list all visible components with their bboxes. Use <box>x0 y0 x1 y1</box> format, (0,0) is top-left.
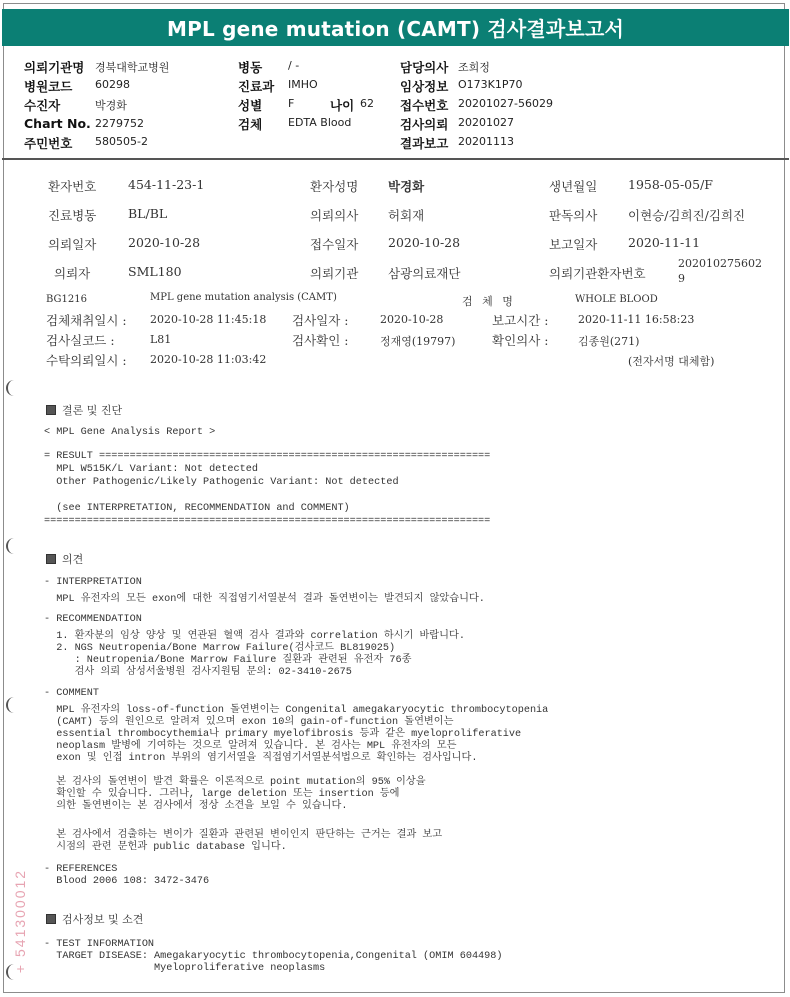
header-value-department: IMHO <box>288 78 318 91</box>
value-report-time: 2020-11-11 16:58:23 <box>578 313 695 326</box>
value-collection-time: 2020-10-28 11:45:18 <box>150 313 267 326</box>
label-patient-name: 환자성명 <box>310 179 359 194</box>
label-reading-doctor: 판독의사 <box>549 208 598 223</box>
recommendation-line: 검사 의뢰 삼성서울병원 검사지원팀 문의: 02-3410-2675 <box>44 667 352 678</box>
comment-line: 의한 돌연변이는 본 검사에서 정상 소견을 보일 수 있습니다. <box>44 801 348 812</box>
comment-line: exon 및 인접 intron 부위의 염기서열을 직접염기서열분석법으로 확인하는 검사입니다. <box>44 753 478 764</box>
comment-line: 확인할 수 있습니다. 그러나, large deletion 또는 insertion 등에 <box>44 789 400 800</box>
comment-line: - COMMENT <box>44 688 100 699</box>
header-value-clinical-info: O173K1P70 <box>458 78 523 91</box>
value-specimen-name: WHOLE BLOOD <box>575 294 658 305</box>
label-requesting-org: 의뢰기관 <box>310 266 359 281</box>
comment-line: 시점의 관련 문헌과 public database 입니다. <box>44 842 287 853</box>
header-value-chart-no: 2279752 <box>95 117 144 130</box>
recommendation-line: - RECOMMENDATION <box>44 614 142 625</box>
result-line: (see INTERPRETATION, RECOMMENDATION and COMMENT) <box>44 503 350 514</box>
value-lab-code: L81 <box>150 333 172 346</box>
value-patient-name: 박경화 <box>388 179 425 194</box>
section-square-icon <box>46 554 56 564</box>
result-line: ========================================================================= <box>44 516 491 527</box>
header-value-resident-no: 580505-2 <box>95 135 148 148</box>
header-label-patient: 수진자 <box>24 98 61 113</box>
section-conclusion-title: 결론 및 진단 <box>46 402 122 418</box>
report-header <box>0 0 790 160</box>
value-test-confirm: 정재영(19797) <box>380 335 456 348</box>
header-label-test-request: 검사의뢰 <box>400 117 449 132</box>
report-title: MPL gene mutation (CAMT) 검사결과보고서 <box>2 9 789 46</box>
punch-hole-mark <box>6 697 18 713</box>
value-receipt-date: 2020-10-28 <box>388 235 461 250</box>
recommendation-line: 1. 환자분의 임상 양상 및 연관된 혈액 검사 결과와 correlation 하시기 바랍니다. <box>44 631 465 642</box>
label-birth-date: 생년월일 <box>549 179 598 194</box>
header-value-receipt-no: 20201027-56029 <box>458 97 553 110</box>
references-line: Blood 2006 108: 3472-3476 <box>44 876 210 887</box>
comment-line: MPL 유전자의 loss-of-function 돌연변이는 Congenital amegakaryocytic thrombocytopenia <box>44 705 549 716</box>
value-org-patient-no: 202010275602 <box>678 257 762 270</box>
test-info-line: TARGET DISEASE: Amegakaryocytic thrombocytopenia,Congenital (OMIM 604498) <box>44 951 503 962</box>
label-lab-code: 검사실코드 : <box>46 333 115 348</box>
label-receipt-date: 접수일자 <box>310 237 359 252</box>
value-request-date: 2020-10-28 <box>128 235 201 250</box>
label-requester: 의뢰자 <box>54 266 91 281</box>
header-label-hospital-code: 병원코드 <box>24 79 73 94</box>
header-label-result-report: 결과보고 <box>400 136 449 151</box>
header-value-test-request: 20201027 <box>458 116 514 129</box>
comment-line: 본 검사에서 검출하는 변이가 질환과 관련된 변이인지 판단하는 근거는 결과 보고 <box>44 830 443 841</box>
value-birth-date: 1958-05-05/F <box>628 177 713 192</box>
header-value-sex: F <box>288 97 295 110</box>
punch-hole-mark <box>6 538 18 554</box>
label-confirm-doctor: 확인의사 : <box>492 333 549 348</box>
comment-line: neoplasm 발병에 기여하는 것으로 알려져 있습니다. 본 검사는 MPL 유전자의 모든 <box>44 741 457 752</box>
header-value-patient: 박경화 <box>95 99 127 112</box>
header-label-attending-doctor: 담당의사 <box>400 60 449 75</box>
label-collection-time: 검체채취일시 : <box>46 313 127 328</box>
header-label-specimen: 검체 <box>238 117 263 132</box>
interpretation-line: - INTERPRETATION <box>44 577 142 588</box>
punch-hole-mark <box>6 380 18 396</box>
value-org-patient-no-cont: 9 <box>678 272 685 285</box>
test-name: MPL gene mutation analysis (CAMT) <box>150 292 337 303</box>
header-label-clinical-info: 임상정보 <box>400 79 449 94</box>
value-consignment-time: 2020-10-28 11:03:42 <box>150 353 267 366</box>
header-value-hospital-code: 60298 <box>95 78 130 91</box>
label-test-date: 검사일자 : <box>292 313 349 328</box>
header-label-resident-no: 주민번호 <box>24 136 73 151</box>
result-line: Other Pathogenic/Likely Pathogenic Variant: Not detected <box>44 477 399 488</box>
header-value-attending-doctor: 조희정 <box>458 61 490 74</box>
section-square-icon <box>46 405 56 415</box>
test-info-line: Myeloproliferative neoplasms <box>44 963 326 974</box>
result-line: = RESULT ================================================================ <box>44 451 491 462</box>
header-divider <box>2 158 789 160</box>
value-confirm-doctor: 김종원(271) <box>578 335 640 348</box>
label-specimen-name: 검 체 명 <box>462 295 516 308</box>
header-label-receipt-no: 접수번호 <box>400 98 449 113</box>
header-label-age: 나이 <box>330 98 355 113</box>
value-report-date: 2020-11-11 <box>628 235 701 250</box>
header-value-age: 62 <box>360 97 374 110</box>
label-requesting-doctor: 의뢰의사 <box>310 208 359 223</box>
value-requesting-org: 삼광의료재단 <box>388 266 461 281</box>
scanned-report <box>0 164 790 997</box>
value-test-date: 2020-10-28 <box>380 313 444 326</box>
label-ward: 진료병동 <box>48 208 97 223</box>
label-consignment-time: 수탁의뢰일시 : <box>46 353 127 368</box>
e-signature-note: (전자서명 대체함) <box>628 355 715 368</box>
comment-line: 본 검사의 돌연변이 발견 확률은 이론적으로 point mutation의 95% 이상을 <box>44 777 426 788</box>
header-value-requesting-institution: 경북대학교병원 <box>95 61 170 74</box>
label-org-patient-no: 의뢰기관환자번호 <box>549 266 646 281</box>
recommendation-line: 2. NGS Neutropenia/Bone Marrow Failure(검사코드 BL819025) <box>44 643 396 654</box>
header-label-chart-no: Chart No. <box>24 116 91 131</box>
header-value-result-report: 20201113 <box>458 135 514 148</box>
header-label-requesting-institution: 의뢰기관명 <box>24 60 85 75</box>
label-test-confirm: 검사확인 : <box>292 333 349 348</box>
recommendation-line: : Neutropenia/Bone Marrow Failure 질환과 관련된 유전자 76종 <box>44 655 412 666</box>
report-subtitle: < MPL Gene Analysis Report > <box>44 427 216 438</box>
references-line: - REFERENCES <box>44 864 118 875</box>
value-ward: BL/BL <box>128 206 168 221</box>
section-square-icon <box>46 914 56 924</box>
label-report-date: 보고일자 <box>549 237 598 252</box>
value-requester: SML180 <box>128 264 182 279</box>
value-reading-doctor: 이현승/김희진/김희진 <box>628 208 746 223</box>
label-request-date: 의뢰일자 <box>48 237 97 252</box>
label-patient-no: 환자번호 <box>48 179 97 194</box>
margin-barcode-number: + 541300012 <box>12 868 29 974</box>
header-value-specimen: EDTA Blood <box>288 116 352 129</box>
header-label-sex: 성별 <box>238 98 263 113</box>
section-test-info-title: 검사정보 및 소견 <box>46 911 143 927</box>
interpretation-line: MPL 유전자의 모든 exon에 대한 직접염기서열분석 결과 돌연변이는 발견되지 않았습니다. <box>44 594 485 605</box>
header-value-ward: / - <box>288 59 300 72</box>
test-code: BG1216 <box>46 294 87 305</box>
comment-line: (CAMT) 등의 원인으로 알려져 있으며 exon 10의 gain-of-function 돌연변이는 <box>44 717 454 728</box>
value-requesting-doctor: 허회재 <box>388 208 425 223</box>
section-opinion-title: 의견 <box>46 551 83 567</box>
label-report-time: 보고시간 : <box>492 313 549 328</box>
test-info-line: - TEST INFORMATION <box>44 939 155 950</box>
result-line: MPL W515K/L Variant: Not detected <box>44 464 258 475</box>
header-label-ward: 병동 <box>238 60 263 75</box>
value-patient-no: 454-11-23-1 <box>128 177 205 192</box>
header-label-department: 진료과 <box>238 79 275 94</box>
comment-line: essential thrombocythemia나 primary myelofibrosis 등과 같은 myeloproliferative <box>44 729 522 740</box>
